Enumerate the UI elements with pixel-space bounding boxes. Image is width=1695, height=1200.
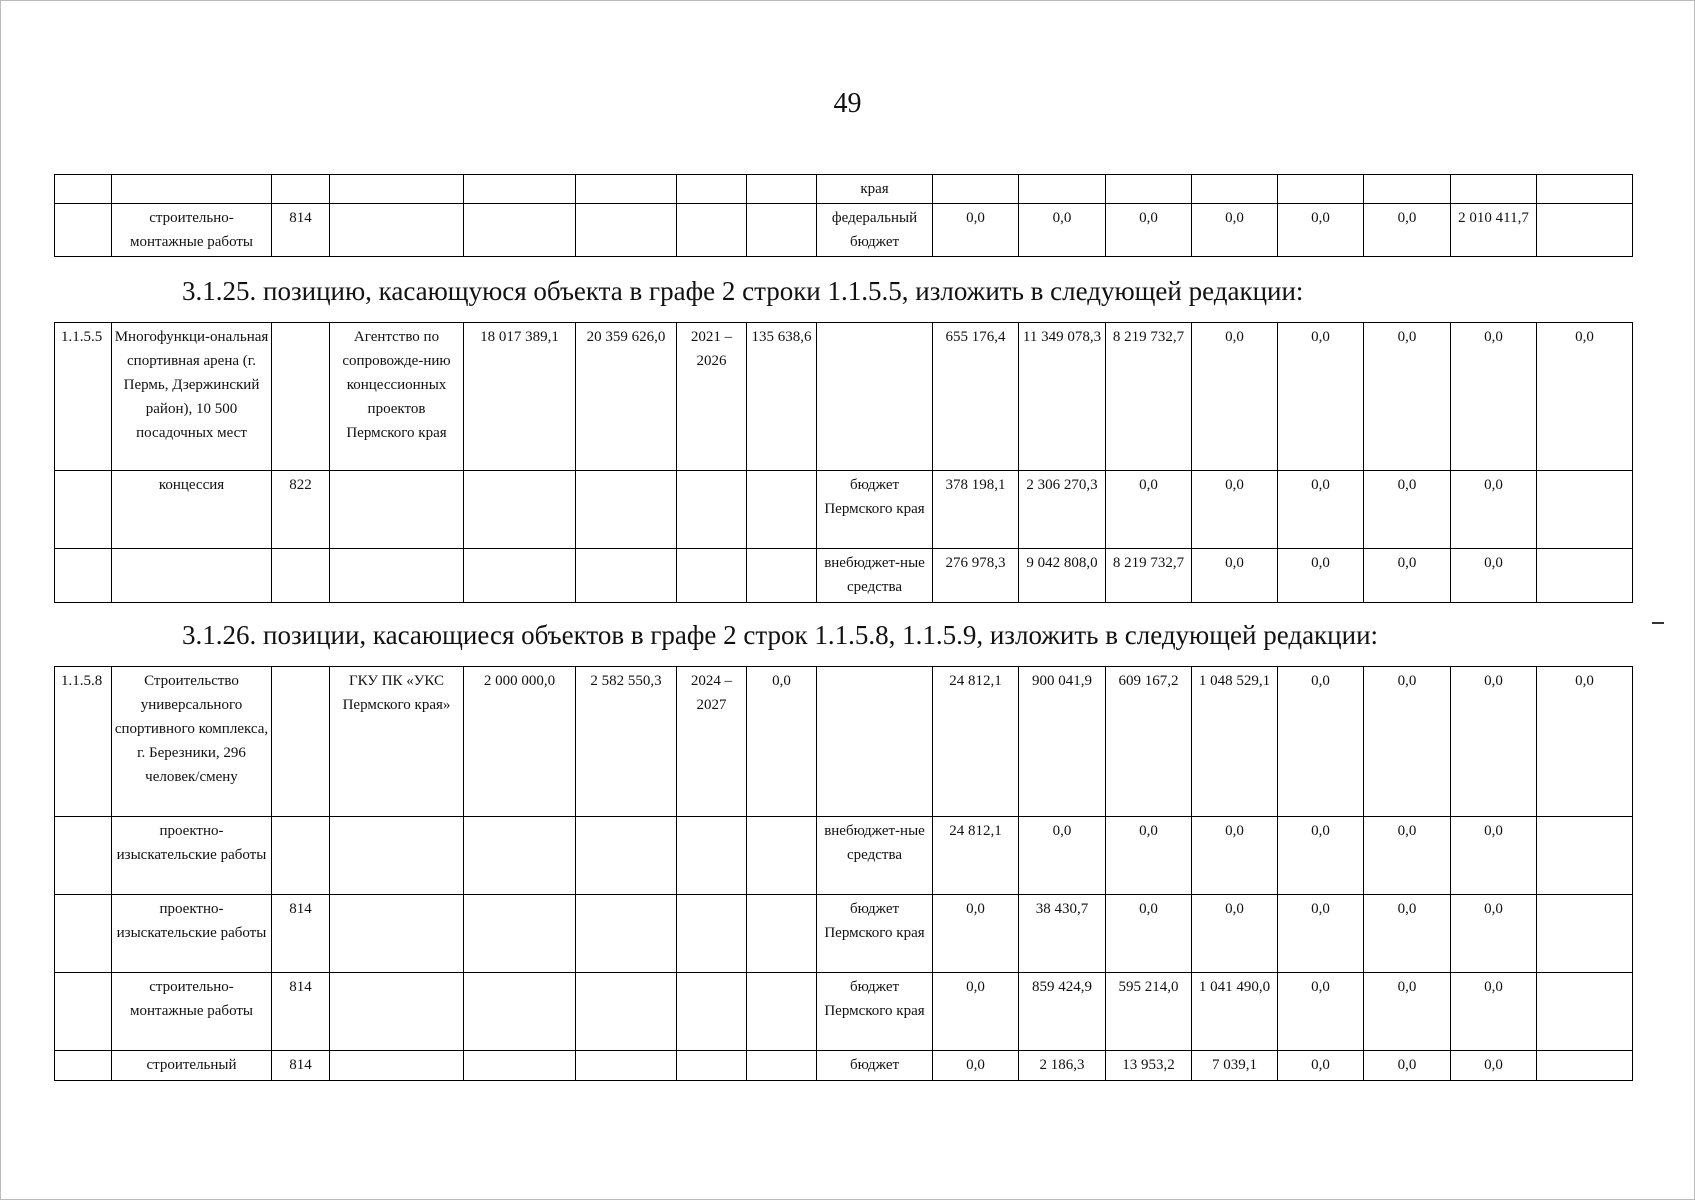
table-row: [55, 1051, 1633, 1081]
table-cell: [677, 973, 747, 1051]
table-cell: 1.1.5.5: [55, 323, 112, 471]
table-cell: [464, 973, 576, 1051]
table-cell: внебюджет-ные средства: [817, 549, 933, 603]
table-cell: 0,0: [1451, 323, 1537, 471]
table-cell: 0,0: [1278, 817, 1364, 895]
table-cell: [933, 175, 1019, 204]
table-cell: [576, 895, 677, 973]
table-cell: [464, 175, 576, 204]
table-cell: 0,0: [933, 204, 1019, 257]
table-cell: [55, 817, 112, 895]
table-cell: [576, 471, 677, 549]
table-cell: [272, 323, 330, 471]
table-cell: [677, 549, 747, 603]
table-cell: 595 214,0: [1106, 973, 1192, 1051]
table-cell: 0,0: [1192, 549, 1278, 603]
table-cell: [747, 471, 817, 549]
table-cell: [576, 817, 677, 895]
table-cell: [1451, 175, 1537, 204]
section-heading-3-1-26: 3.1.26. позиции, касающиеся объектов в графе 2 строк 1.1.5.8, 1.1.5.9, изложить в следующей редакции:: [182, 620, 1379, 650]
table-cell: 0,0: [1278, 973, 1364, 1051]
table-cell: [1278, 175, 1364, 204]
table-cell: [576, 973, 677, 1051]
table-cell: [677, 175, 747, 204]
table-cell: [55, 471, 112, 549]
table-cell: [677, 204, 747, 257]
table-cell: [747, 175, 817, 204]
table-cell: [576, 175, 677, 204]
table-cell: [576, 549, 677, 603]
table-cell: [330, 817, 464, 895]
table-cell: бюджет Пермского края: [817, 973, 933, 1051]
table-cell: 814: [272, 973, 330, 1051]
table-cell: 0,0: [1019, 817, 1106, 895]
table-cell: проектно-изыскательские работы: [112, 817, 272, 895]
table-cell: 20 359 626,0: [576, 323, 677, 471]
table-cell: 814: [272, 204, 330, 257]
table-cell: 814: [272, 1051, 330, 1081]
table-cell: [464, 204, 576, 257]
table-continuation: [54, 174, 1633, 257]
table-cell: [747, 204, 817, 257]
table-cell: 13 953,2: [1106, 1051, 1192, 1081]
table-cell: [677, 895, 747, 973]
table-cell: 1 048 529,1: [1192, 667, 1278, 817]
table-cell: [817, 323, 933, 471]
table-cell: федеральный бюджет: [817, 204, 933, 257]
table-cell: [272, 175, 330, 204]
table-cell: [747, 895, 817, 973]
table-cell: [1364, 175, 1451, 204]
table-cell: [576, 1051, 677, 1081]
table-cell: 2 186,3: [1019, 1051, 1106, 1081]
table-cell: 0,0: [1451, 549, 1537, 603]
table-cell: концессия: [112, 471, 272, 549]
table-cell: 814: [272, 895, 330, 973]
table-cell: 0,0: [1278, 323, 1364, 471]
table-cell: 859 424,9: [1019, 973, 1106, 1051]
table-cell: [464, 1051, 576, 1081]
table-cell: [330, 973, 464, 1051]
table-row: [55, 323, 1633, 471]
table-position-1-1-5-5: [54, 322, 1633, 603]
table-cell: 0,0: [1364, 973, 1451, 1051]
table-cell: строительный: [112, 1051, 272, 1081]
table-cell: [55, 175, 112, 204]
table-cell: [1019, 175, 1106, 204]
table-cell: 8 219 732,7: [1106, 323, 1192, 471]
table-cell: 0,0: [1192, 204, 1278, 257]
table-cell: 38 430,7: [1019, 895, 1106, 973]
table-cell: 0,0: [933, 895, 1019, 973]
table-row: [55, 204, 1633, 257]
table-cell: проектно-изыскательские работы: [112, 895, 272, 973]
table-cell: 0,0: [1192, 817, 1278, 895]
table-cell: [1537, 471, 1633, 549]
table-cell: 11 349 078,3: [1019, 323, 1106, 471]
table-cell: 1.1.5.8: [55, 667, 112, 817]
table-cell: 8 219 732,7: [1106, 549, 1192, 603]
table-position-1-1-5-8: [54, 666, 1633, 1081]
table-cell: 0,0: [1278, 204, 1364, 257]
table-cell: 0,0: [1537, 323, 1633, 471]
margin-dash: [1652, 622, 1664, 624]
table-cell: края: [817, 175, 933, 204]
table-cell: 609 167,2: [1106, 667, 1192, 817]
table-cell: [464, 549, 576, 603]
table-row: [55, 175, 1633, 204]
table-cell: [747, 973, 817, 1051]
table-cell: 0,0: [1364, 1051, 1451, 1081]
table-cell: бюджет: [817, 1051, 933, 1081]
table-row: [55, 895, 1633, 973]
table-cell: [464, 817, 576, 895]
section-heading-3-1-25: 3.1.25. позицию, касающуюся объекта в графе 2 строки 1.1.5.5, изложить в следующей редакции:: [182, 276, 1304, 306]
table-cell: 0,0: [1364, 895, 1451, 973]
table-cell: 0,0: [1192, 471, 1278, 549]
table-cell: 0,0: [933, 973, 1019, 1051]
table-cell: 0,0: [1364, 549, 1451, 603]
table-cell: [55, 204, 112, 257]
table-cell: 1 041 490,0: [1192, 973, 1278, 1051]
table-cell: 0,0: [1364, 471, 1451, 549]
table-cell: [55, 895, 112, 973]
table-cell: 0,0: [747, 667, 817, 817]
table-cell: 2 582 550,3: [576, 667, 677, 817]
table-cell: 0,0: [1278, 549, 1364, 603]
table-cell: Многофункци-ональная спортивная арена (г. Пермь, Дзержинский район), 10 500 посадочных мест: [112, 323, 272, 471]
table-cell: [330, 175, 464, 204]
table-cell: 0,0: [1364, 204, 1451, 257]
table-cell: [464, 471, 576, 549]
table-cell: [1537, 175, 1633, 204]
table-row: [55, 973, 1633, 1051]
table-row: [55, 817, 1633, 895]
table-cell: [272, 667, 330, 817]
table-cell: [112, 549, 272, 603]
table-cell: 0,0: [1451, 817, 1537, 895]
table-cell: бюджет Пермского края: [817, 471, 933, 549]
table-cell: 2 306 270,3: [1019, 471, 1106, 549]
table-cell: внебюджет-ные средства: [817, 817, 933, 895]
table-cell: строительно-монтажные работы: [112, 973, 272, 1051]
table-cell: 822: [272, 471, 330, 549]
table-cell: ГКУ ПК «УКС Пермского края»: [330, 667, 464, 817]
table-cell: 0,0: [1364, 667, 1451, 817]
table-cell: 0,0: [933, 1051, 1019, 1081]
table-cell: [272, 817, 330, 895]
table-cell: 0,0: [1019, 204, 1106, 257]
table-cell: 900 041,9: [1019, 667, 1106, 817]
table-cell: 2 010 411,7: [1451, 204, 1537, 257]
table-cell: 0,0: [1451, 1051, 1537, 1081]
table-cell: [464, 895, 576, 973]
table-cell: 2024 – 2027: [677, 667, 747, 817]
table-cell: 0,0: [1106, 817, 1192, 895]
table-cell: [747, 1051, 817, 1081]
table-cell: [747, 817, 817, 895]
table-cell: [330, 1051, 464, 1081]
table-cell: 0,0: [1537, 667, 1633, 817]
table-row: [55, 471, 1633, 549]
table-cell: [576, 204, 677, 257]
table-cell: 0,0: [1451, 895, 1537, 973]
table-row: [55, 549, 1633, 603]
table-cell: 0,0: [1451, 471, 1537, 549]
table-cell: 378 198,1: [933, 471, 1019, 549]
table-cell: 24 812,1: [933, 817, 1019, 895]
table-cell: 2021 – 2026: [677, 323, 747, 471]
table-cell: [1192, 175, 1278, 204]
table-cell: [330, 549, 464, 603]
table-cell: 7 039,1: [1192, 1051, 1278, 1081]
table-cell: 18 017 389,1: [464, 323, 576, 471]
table-cell: [1537, 204, 1633, 257]
table-cell: 0,0: [1364, 817, 1451, 895]
table-cell: [55, 973, 112, 1051]
table-cell: [330, 895, 464, 973]
table-cell: 0,0: [1106, 471, 1192, 549]
table-cell: [55, 549, 112, 603]
table-cell: 0,0: [1106, 204, 1192, 257]
table-cell: [1537, 895, 1633, 973]
table-cell: [747, 549, 817, 603]
table-cell: 0,0: [1278, 895, 1364, 973]
table-cell: Строительство универсального спортивного комплекса, г. Березники, 296 человек/смену: [112, 667, 272, 817]
table-cell: 0,0: [1278, 1051, 1364, 1081]
table-cell: 276 978,3: [933, 549, 1019, 603]
table-cell: [1537, 549, 1633, 603]
table-cell: бюджет Пермского края: [817, 895, 933, 973]
table-cell: 0,0: [1451, 973, 1537, 1051]
table-cell: [1537, 1051, 1633, 1081]
table-cell: 24 812,1: [933, 667, 1019, 817]
table-cell: 0,0: [1278, 667, 1364, 817]
table-cell: [677, 471, 747, 549]
table-row: [55, 667, 1633, 817]
table-cell: [112, 175, 272, 204]
page-number: 49: [833, 88, 862, 119]
table-cell: 0,0: [1451, 667, 1537, 817]
table-cell: [272, 549, 330, 603]
table-cell: 655 176,4: [933, 323, 1019, 471]
table-cell: [1537, 973, 1633, 1051]
table-cell: [1106, 175, 1192, 204]
table-cell: Агентство по сопровожде-нию концессионных проектов Пермского края: [330, 323, 464, 471]
table-cell: 9 042 808,0: [1019, 549, 1106, 603]
table-cell: строительно-монтажные работы: [112, 204, 272, 257]
table-cell: 135 638,6: [747, 323, 817, 471]
table-cell: [55, 1051, 112, 1081]
table-cell: [677, 817, 747, 895]
table-cell: 0,0: [1364, 323, 1451, 471]
table-cell: [1537, 817, 1633, 895]
table-cell: [817, 667, 933, 817]
table-cell: 0,0: [1106, 895, 1192, 973]
table-cell: 2 000 000,0: [464, 667, 576, 817]
table-cell: [330, 204, 464, 257]
table-cell: 0,0: [1192, 895, 1278, 973]
table-cell: 0,0: [1192, 323, 1278, 471]
table-cell: [677, 1051, 747, 1081]
table-cell: 0,0: [1278, 471, 1364, 549]
table-cell: [330, 471, 464, 549]
